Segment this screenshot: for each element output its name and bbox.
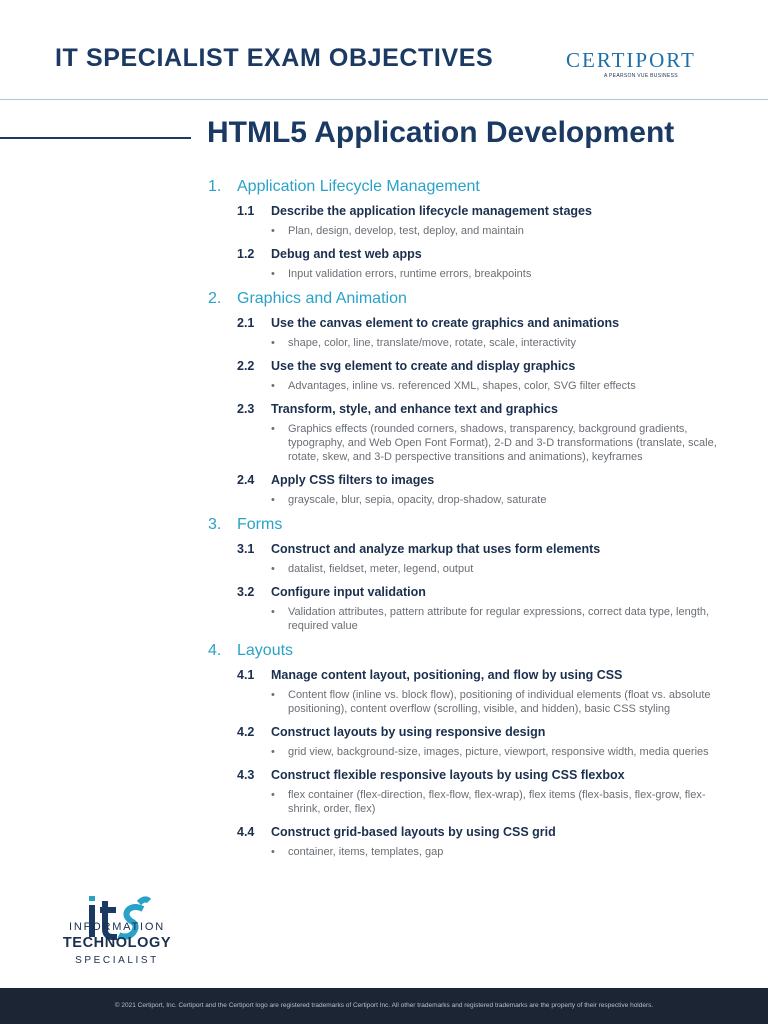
objective-bullet-text: Advantages, inline vs. referenced XML, shapes, color, SVG filter effects: [288, 380, 636, 392]
objective-bullet: [271, 745, 728, 759]
bullet-dot-icon: •: [271, 563, 275, 575]
document-title: HTML5 Application Development: [207, 116, 675, 149]
objective-bullet: [271, 493, 728, 507]
objective-item: [237, 824, 728, 859]
section-title: Layouts: [237, 642, 294, 659]
objective-number: 4.2: [237, 725, 255, 739]
section-number: 3.: [208, 516, 222, 533]
its-logo-line2: TECHNOLOGY: [62, 935, 172, 951]
bullet-dot-icon: •: [271, 337, 275, 349]
section: [208, 641, 728, 859]
objective-number: 2.2: [237, 359, 255, 373]
objective-item: [237, 358, 728, 393]
objective-heading: [237, 401, 728, 417]
objective-item: [237, 472, 728, 507]
objective-title: Describe the application lifecycle management stages: [271, 204, 592, 218]
section-heading: [208, 515, 728, 535]
certiport-logo-text: CERTIPORT: [566, 48, 696, 72]
objective-number: 1.2: [237, 247, 255, 261]
objective-bullet-text: Plan, design, develop, test, deploy, and maintain: [288, 225, 524, 237]
section-heading: [208, 177, 728, 197]
objective-title: Configure input validation: [271, 585, 426, 599]
objective-number: 4.4: [237, 825, 255, 839]
objective-number: 4.3: [237, 768, 255, 782]
objective-item: [237, 315, 728, 350]
objective-heading: [237, 358, 728, 374]
objective-item: [237, 401, 728, 464]
bullet-dot-icon: •: [271, 789, 275, 801]
section-number: 4.: [208, 642, 222, 659]
objective-bullet: [271, 267, 728, 281]
objective-bullet-text: container, items, templates, gap: [288, 846, 444, 858]
objective-item: [237, 724, 728, 759]
objective-bullet-text: flex container (flex-direction, flex-flow, flex-wrap), flex items (flex-basis, flex-grow, flex-shrink, order, flex): [288, 789, 706, 815]
footer-copyright: © 2021 Certiport, Inc. Certiport and the Certiport logo are registered trademarks of Certiport Inc. All other trademarks and registered trademarks are the property of their respective holders.: [114, 1002, 654, 1009]
objective-bullet: [271, 379, 728, 393]
objective-title: Apply CSS filters to images: [271, 473, 435, 487]
objective-bullet-text: Graphics effects (rounded corners, shadows, transparency, background gradients, typography, and Web Open Font Format), 2-D and 3-D transformations (translate, scale, rotate, skew, and 3-D perspective transitions and animations), keyframes: [288, 423, 717, 463]
objective-bullet: [271, 336, 728, 350]
objective-item: [237, 541, 728, 576]
section: [208, 177, 728, 281]
objective-number: 3.1: [237, 542, 255, 556]
objective-bullet-text: datalist, fieldset, meter, legend, output: [288, 563, 474, 575]
its-logo-line1: INFORMATION: [69, 921, 165, 933]
objective-number: 1.1: [237, 204, 255, 218]
section-number: 1.: [208, 178, 222, 195]
objective-item: [237, 667, 728, 716]
objective-heading: [237, 584, 728, 600]
its-logo-icon: [57, 868, 177, 968]
objective-bullet: [271, 562, 728, 576]
objective-title: Construct and analyze markup that uses form elements: [271, 542, 601, 556]
bullet-dot-icon: •: [271, 380, 275, 392]
bullet-dot-icon: •: [271, 268, 275, 280]
objective-bullet: [271, 422, 728, 464]
objective-title: Construct grid-based layouts by using CSS grid: [271, 825, 556, 839]
objective-title: Transform, style, and enhance text and graphics: [271, 402, 558, 416]
objective-bullet: [271, 605, 728, 633]
objective-item: [237, 767, 728, 816]
objective-title: Use the canvas element to create graphics and animations: [271, 316, 620, 330]
objective-heading: [237, 667, 728, 683]
header-title: IT SPECIALIST EXAM OBJECTIVES: [55, 44, 494, 72]
section-heading: [208, 289, 728, 309]
objective-bullet-text: grayscale, blur, sepia, opacity, drop-shadow, saturate: [288, 494, 547, 506]
objective-title: Debug and test web apps: [271, 247, 422, 261]
objective-bullet-text: grid view, background-size, images, picture, viewport, responsive width, media queries: [288, 746, 709, 758]
header-divider: [0, 99, 768, 100]
objective-heading: [237, 724, 728, 740]
footer: [0, 988, 768, 1024]
bullet-dot-icon: •: [271, 494, 275, 506]
section-number: 2.: [208, 290, 222, 307]
bullet-dot-icon: •: [271, 225, 275, 237]
certiport-logo-subtext: A PEARSON VUE BUSINESS: [604, 73, 678, 79]
section-title: Graphics and Animation: [237, 290, 407, 307]
objectives-list: [208, 177, 728, 867]
objective-bullet-text: Validation attributes, pattern attribute for regular expressions, correct data type, length, required value: [288, 606, 710, 632]
objective-bullet: [271, 224, 728, 238]
objective-heading: [237, 472, 728, 488]
objective-item: [237, 584, 728, 633]
bullet-dot-icon: •: [271, 423, 275, 435]
objective-number: 2.3: [237, 402, 255, 416]
bullet-dot-icon: •: [271, 689, 275, 701]
objective-heading: [237, 767, 728, 783]
objective-heading: [237, 246, 728, 262]
section-title: Application Lifecycle Management: [237, 178, 480, 195]
objective-heading: [237, 824, 728, 840]
section: [208, 289, 728, 507]
objective-item: [237, 203, 728, 238]
objective-title: Use the svg element to create and display graphics: [271, 359, 576, 373]
objective-title: Manage content layout, positioning, and flow by using CSS: [271, 668, 623, 682]
section: [208, 515, 728, 633]
objective-number: 2.1: [237, 316, 255, 330]
objective-number: 2.4: [237, 473, 255, 487]
objective-item: [237, 246, 728, 281]
bullet-dot-icon: •: [271, 746, 275, 758]
objective-bullet: [271, 688, 728, 716]
objective-title: Construct layouts by using responsive design: [271, 725, 546, 739]
section-heading: [208, 641, 728, 661]
objective-heading: [237, 541, 728, 557]
objective-number: 4.1: [237, 668, 255, 682]
objective-bullet-text: shape, color, line, translate/move, rotate, scale, interactivity: [288, 337, 576, 349]
bullet-dot-icon: •: [271, 606, 275, 618]
its-logo-line3: SPECIALIST: [75, 955, 159, 966]
section-title: Forms: [237, 516, 283, 533]
objective-bullet: [271, 845, 728, 859]
objective-bullet: [271, 788, 728, 816]
objective-heading: [237, 315, 728, 331]
title-accent-rule: [0, 137, 191, 139]
objective-number: 3.2: [237, 585, 255, 599]
objective-bullet-text: Input validation errors, runtime errors, breakpoints: [288, 268, 532, 280]
certiport-logo: [566, 48, 716, 84]
bullet-dot-icon: •: [271, 846, 275, 858]
objective-bullet-text: Content flow (inline vs. block flow), positioning of individual elements (float vs. absolute positioning), content overflow (scrolling, visible, and hidden), basic CSS styling: [288, 689, 711, 715]
objective-title: Construct flexible responsive layouts by using CSS flexbox: [271, 768, 625, 782]
objective-heading: [237, 203, 728, 219]
